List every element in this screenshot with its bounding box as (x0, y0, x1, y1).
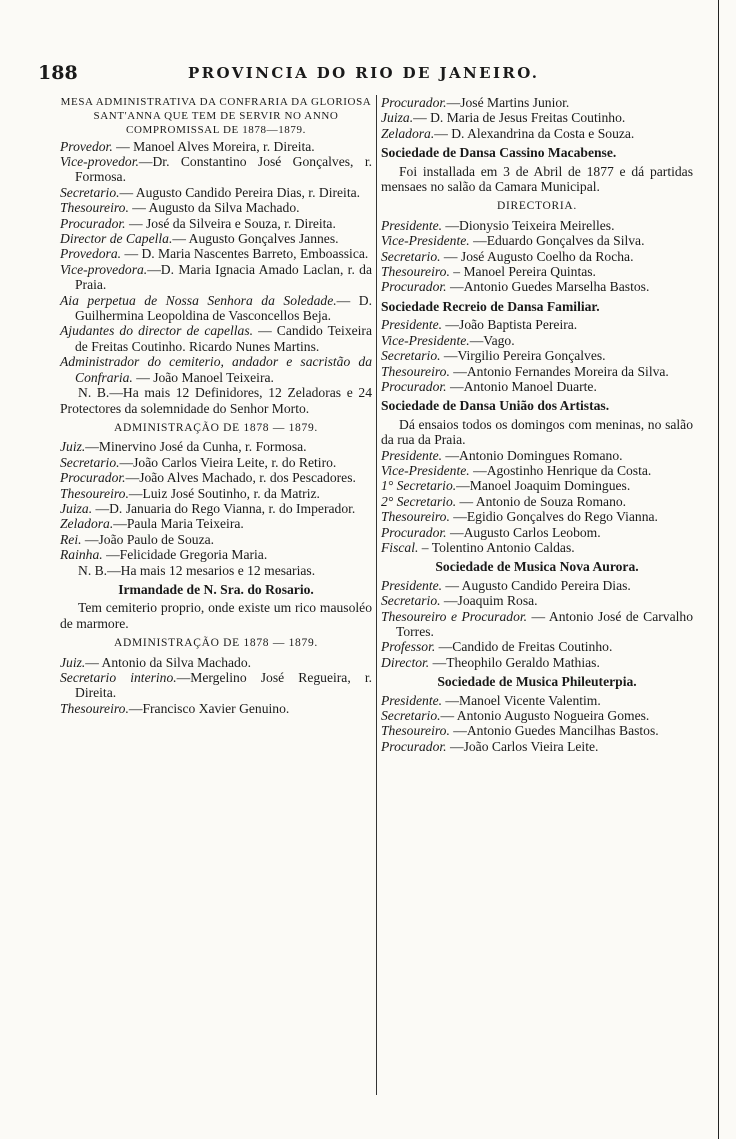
entry-name: — D. Guilhermina Leopoldina de Vasconcellos Beja. (75, 292, 372, 324)
entry-name: — D. Alexandrina da Costa e Souza. (434, 125, 635, 141)
entry-role: Procurador. (381, 279, 447, 295)
entry-role: Presidente. (381, 692, 443, 708)
entry-role: Secretario. (381, 248, 441, 264)
entry (60, 139, 372, 154)
entry-name: —D. Maria Ignacia Amado Laclan, r. da Praia. (75, 261, 372, 293)
entry-name: — João Manoel Teixeira. (132, 369, 274, 385)
entry-role: Secretario. (381, 708, 441, 724)
entry-name: —João Carlos Vieira Leite. (446, 738, 599, 754)
entry-role: Juiz. (60, 654, 86, 670)
entry (381, 333, 693, 348)
page-number: 188 (38, 62, 78, 84)
entry-name: —Egidio Gonçalves do Rego Vianna. (449, 509, 658, 525)
confraria-heading: MESA ADMINISTRATIVA DA CONFRARIA DA GLORIOSA SANT'ANNA QUE TEM DE SERVIR NO ANNO COMPROMISSAL DE 1878—1879. (60, 96, 372, 137)
entry-role: Fiscal. (381, 539, 419, 555)
entry (381, 264, 693, 279)
entry-role: Director de Capella. (60, 231, 173, 247)
column-divider (376, 95, 377, 1095)
entry (381, 723, 693, 738)
entry (381, 364, 693, 379)
entry-name: – Tolentino Antonio Caldas. (418, 539, 575, 555)
entry-name: —Eduardo Gonçalves da Silva. (469, 233, 645, 249)
irmandade-heading: Irmandade de N. Sra. do Rosario. (118, 581, 314, 597)
administration-heading-2: ADMINISTRAÇÃO DE 1878 — 1879. (114, 637, 318, 650)
entry-name: — Augusto Candido Pereira Dias, r. Direita. (119, 184, 361, 200)
entry (381, 218, 693, 233)
entry (60, 501, 372, 516)
entry (381, 249, 693, 264)
society-heading-nova-aurora: Sociedade de Musica Nova Aurora. (435, 559, 639, 575)
entry-role: 2° Secretario. (381, 493, 457, 509)
entry (381, 655, 693, 670)
entry (381, 478, 693, 493)
entry-name: —Mergelino José Regueira, r. Direita. (75, 670, 372, 701)
entry-name: —Antonio Guedes Mancilhas Bastos. (449, 723, 659, 739)
entry (60, 354, 372, 385)
entry-role: Thesoureiro. (60, 700, 129, 716)
entry-role: Secretario. (60, 454, 120, 470)
entry (381, 708, 693, 723)
entry-name: —Minervino José da Cunha, r. Formosa. (85, 439, 307, 455)
entry-name: —Antonio Fernandes Moreira da Silva. (449, 363, 669, 379)
page-edge-rule (718, 0, 719, 1139)
entry-role: Zeladora. (381, 125, 435, 141)
entry (60, 670, 372, 701)
entry-name: — Augusto Gonçalves Jannes. (172, 231, 339, 247)
entry-name: — D. Maria Nascentes Barreto, Emboassica. (121, 246, 369, 262)
entry (381, 317, 693, 332)
entry (60, 246, 372, 261)
entry-name: —João Alves Machado, r. dos Pescadores. (125, 470, 356, 486)
entry (60, 200, 372, 215)
entry (381, 110, 693, 125)
entry-name: —José Martins Junior. (446, 95, 570, 110)
entry-role: Vice-Presidente. (381, 332, 470, 348)
entry-name: —Antonio Guedes Marselha Bastos. (446, 279, 650, 295)
entry-name: —Manoel Joaquim Domingues. (456, 478, 631, 494)
entry (60, 323, 372, 354)
entry-role: Procurador. (60, 215, 126, 231)
entry-role: Thesoureiro. (60, 200, 129, 216)
entry-name: —Augusto Carlos Leobom. (446, 524, 601, 540)
entry (381, 609, 693, 640)
entry-role: Presidente. (381, 317, 443, 333)
entry (60, 455, 372, 470)
entry-name: — Antonio Augusto Nogueira Gomes. (440, 708, 650, 724)
entry (381, 279, 693, 294)
entry-role: Thesoureiro. (381, 509, 450, 525)
entry-name: —Felicidade Gregoria Maria. (102, 547, 268, 563)
entry-name: —Candido de Freitas Coutinho. (435, 639, 613, 655)
entry-role: Provedora. (60, 246, 122, 262)
entry-name: — Candido Teixeira de Freitas Coutinho. Ricardo Nunes Martins. (75, 323, 372, 354)
uniao-description: Dá ensaios todos os domingos com meninas, no salão da rua da Praia. (381, 416, 693, 448)
entry (381, 448, 693, 463)
entry-role: Presidente. (381, 217, 443, 233)
entry-role: Rei. (60, 531, 82, 547)
society-heading-cassino: Sociedade de Dansa Cassino Macabense. (381, 145, 617, 161)
entry (60, 154, 372, 185)
entry-name: —Dionysio Teixeira Meirelles. (442, 217, 615, 233)
entry-name: — José da Silveira e Souza, r. Direita. (125, 215, 336, 231)
entry-role: Juiza. (60, 500, 93, 516)
entry (381, 509, 693, 524)
entry-role: Presidente. (381, 577, 443, 593)
entry-role: Thesoureiro. (381, 363, 450, 379)
entry-role: Provedor. (60, 138, 113, 154)
entry-name: —Luiz José Soutinho, r. da Matriz. (128, 485, 320, 501)
cassino-description: Foi installada em 3 de Abril de 1877 e dá partidas mensaes no salão da Camara Municipal. (381, 163, 693, 195)
entry (381, 578, 693, 593)
cemiterio-text: Tem cemiterio proprio, onde existe um rico mausoléo de marmore. (60, 600, 372, 631)
entry-name: —Vago. (469, 332, 515, 348)
entry (60, 547, 372, 562)
entry-name: —Dr. Constantino José Gonçalves, r. Formosa. (75, 154, 372, 185)
entry-role: Aia perpetua de Nossa Senhora da Soledade. (60, 292, 337, 308)
entry-role: Vice-Presidente. (381, 233, 470, 249)
entry-name: —João Carlos Vieira Leite, r. do Retiro. (119, 454, 337, 470)
recreio-members (381, 317, 693, 394)
entry-name: —João Paulo de Souza. (81, 531, 215, 547)
entry-role: Thesoureiro. (381, 264, 450, 280)
entry-role: Administrador do cemiterio, andador e sacristão da Confraria. (60, 354, 372, 385)
entry-role: Procurador. (381, 738, 447, 754)
entry (381, 593, 693, 608)
entry-role: Thesoureiro. (381, 723, 450, 739)
entry (60, 231, 372, 246)
rosario-officers-continued (381, 95, 693, 141)
entry-name: — D. Maria de Jesus Freitas Coutinho. (413, 110, 626, 126)
entry-role: Zeladora. (60, 516, 114, 532)
entry (381, 525, 693, 540)
entry-name: —Antonio Manoel Duarte. (446, 378, 597, 394)
entry (381, 233, 693, 248)
entry (60, 532, 372, 547)
entry (60, 470, 372, 485)
entry (60, 216, 372, 231)
entry-role: 1° Secretario. (381, 478, 457, 494)
entry-name: – Manoel Pereira Quintas. (449, 264, 596, 280)
entry (60, 701, 372, 716)
entry-name: — Augusto da Silva Machado. (128, 200, 300, 216)
entry-role: Juiz. (60, 439, 86, 455)
administration-officers-1 (60, 439, 372, 562)
entry-role: Secretario. (381, 348, 441, 364)
entry-role: Vice-provedor. (60, 154, 139, 170)
entry (60, 486, 372, 501)
entry-role: Thesoureiro. (60, 485, 129, 501)
entry-role: Director. (381, 654, 430, 670)
entry-name: —Paula Maria Teixeira. (113, 516, 244, 532)
entry (381, 639, 693, 654)
society-heading-recreio: Sociedade Recreio de Dansa Familiar. (381, 298, 600, 314)
left-column (60, 95, 372, 716)
entry (60, 439, 372, 454)
entry-name: —João Baptista Pereira. (442, 317, 578, 333)
entry (381, 739, 693, 754)
entry-role: Procurador. (60, 470, 126, 486)
entry-role: Secretario. (381, 593, 441, 609)
right-column (381, 95, 693, 754)
nova-aurora-members (381, 578, 693, 670)
entry-name: —Manoel Vicente Valentim. (442, 692, 601, 708)
entry-role: Procurador. (381, 95, 447, 110)
entry-role: Presidente. (381, 447, 443, 463)
page-header (38, 62, 674, 86)
definidores-note: N. B.—Ha mais 12 Definidores, 12 Zeladoras e 24 Protectores da solemnidade do Senhor Morto. (60, 385, 372, 416)
entry-role: Rainha. (60, 547, 103, 563)
entry-role: Procurador. (381, 524, 447, 540)
mesarios-note: N. B.—Ha mais 12 mesarios e 12 mesarias. (78, 562, 316, 578)
entry-name: —Theophilo Geraldo Mathias. (429, 654, 600, 670)
entry (381, 693, 693, 708)
entry-role: Vice-provedora. (60, 261, 148, 277)
entry (60, 655, 372, 670)
entry (381, 463, 693, 478)
entry (381, 494, 693, 509)
entry-name: — Augusto Candido Pereira Dias. (442, 577, 631, 593)
entry-name: — José Augusto Coelho da Rocha. (440, 248, 634, 264)
administration-heading-1: ADMINISTRAÇÃO DE 1878 — 1879. (114, 421, 318, 434)
society-heading-uniao: Sociedade de Dansa União dos Artistas. (381, 398, 610, 414)
entry-name: — Antonio da Silva Machado. (85, 654, 252, 670)
confraria-officers (60, 139, 372, 386)
directoria-heading: DIRECTORIA. (496, 200, 577, 213)
entry-name: —Francisco Xavier Genuino. (128, 700, 290, 716)
entry (60, 516, 372, 531)
entry-role: Secretario interino. (60, 670, 177, 686)
entry-name: —D. Januaria do Rego Vianna, r. do Imperador. (92, 500, 356, 516)
phileuterpia-members (381, 693, 693, 755)
entry-name: — Antonio José de Carvalho Torres. (396, 608, 693, 639)
entry-name: —Joaquim Rosa. (440, 593, 538, 609)
society-heading-phileuterpia: Sociedade de Musica Phileuterpia. (437, 674, 637, 690)
entry-role: Secretario. (60, 184, 120, 200)
entry-name: — Antonio de Souza Romano. (456, 493, 627, 509)
entry (381, 348, 693, 363)
entry-role: Ajudantes do director de capellas. (60, 323, 254, 339)
entry-role: Thesoureiro e Procurador. (381, 608, 528, 624)
entry-name: —Antonio Domingues Romano. (442, 447, 623, 463)
entry-role: Vice-Presidente. (381, 462, 470, 478)
entry-role: Professor. (381, 639, 436, 655)
cassino-members (381, 218, 693, 295)
running-title: PROVINCIA DO RIO DE JANEIRO. (188, 64, 540, 82)
entry (60, 293, 372, 324)
entry (60, 262, 372, 293)
entry (381, 379, 693, 394)
uniao-members (381, 448, 693, 556)
entry-name: —Virgilio Pereira Gonçalves. (440, 348, 606, 364)
administration-officers-2 (60, 655, 372, 717)
entry (381, 540, 693, 555)
entry (381, 95, 693, 110)
entry (60, 185, 372, 200)
entry-role: Juiza. (381, 110, 414, 126)
entry-name: —Agostinho Henrique da Costa. (469, 462, 652, 478)
entry-role: Procurador. (381, 378, 447, 394)
entry-name: — Manoel Alves Moreira, r. Direita. (112, 138, 315, 154)
entry (381, 126, 693, 141)
